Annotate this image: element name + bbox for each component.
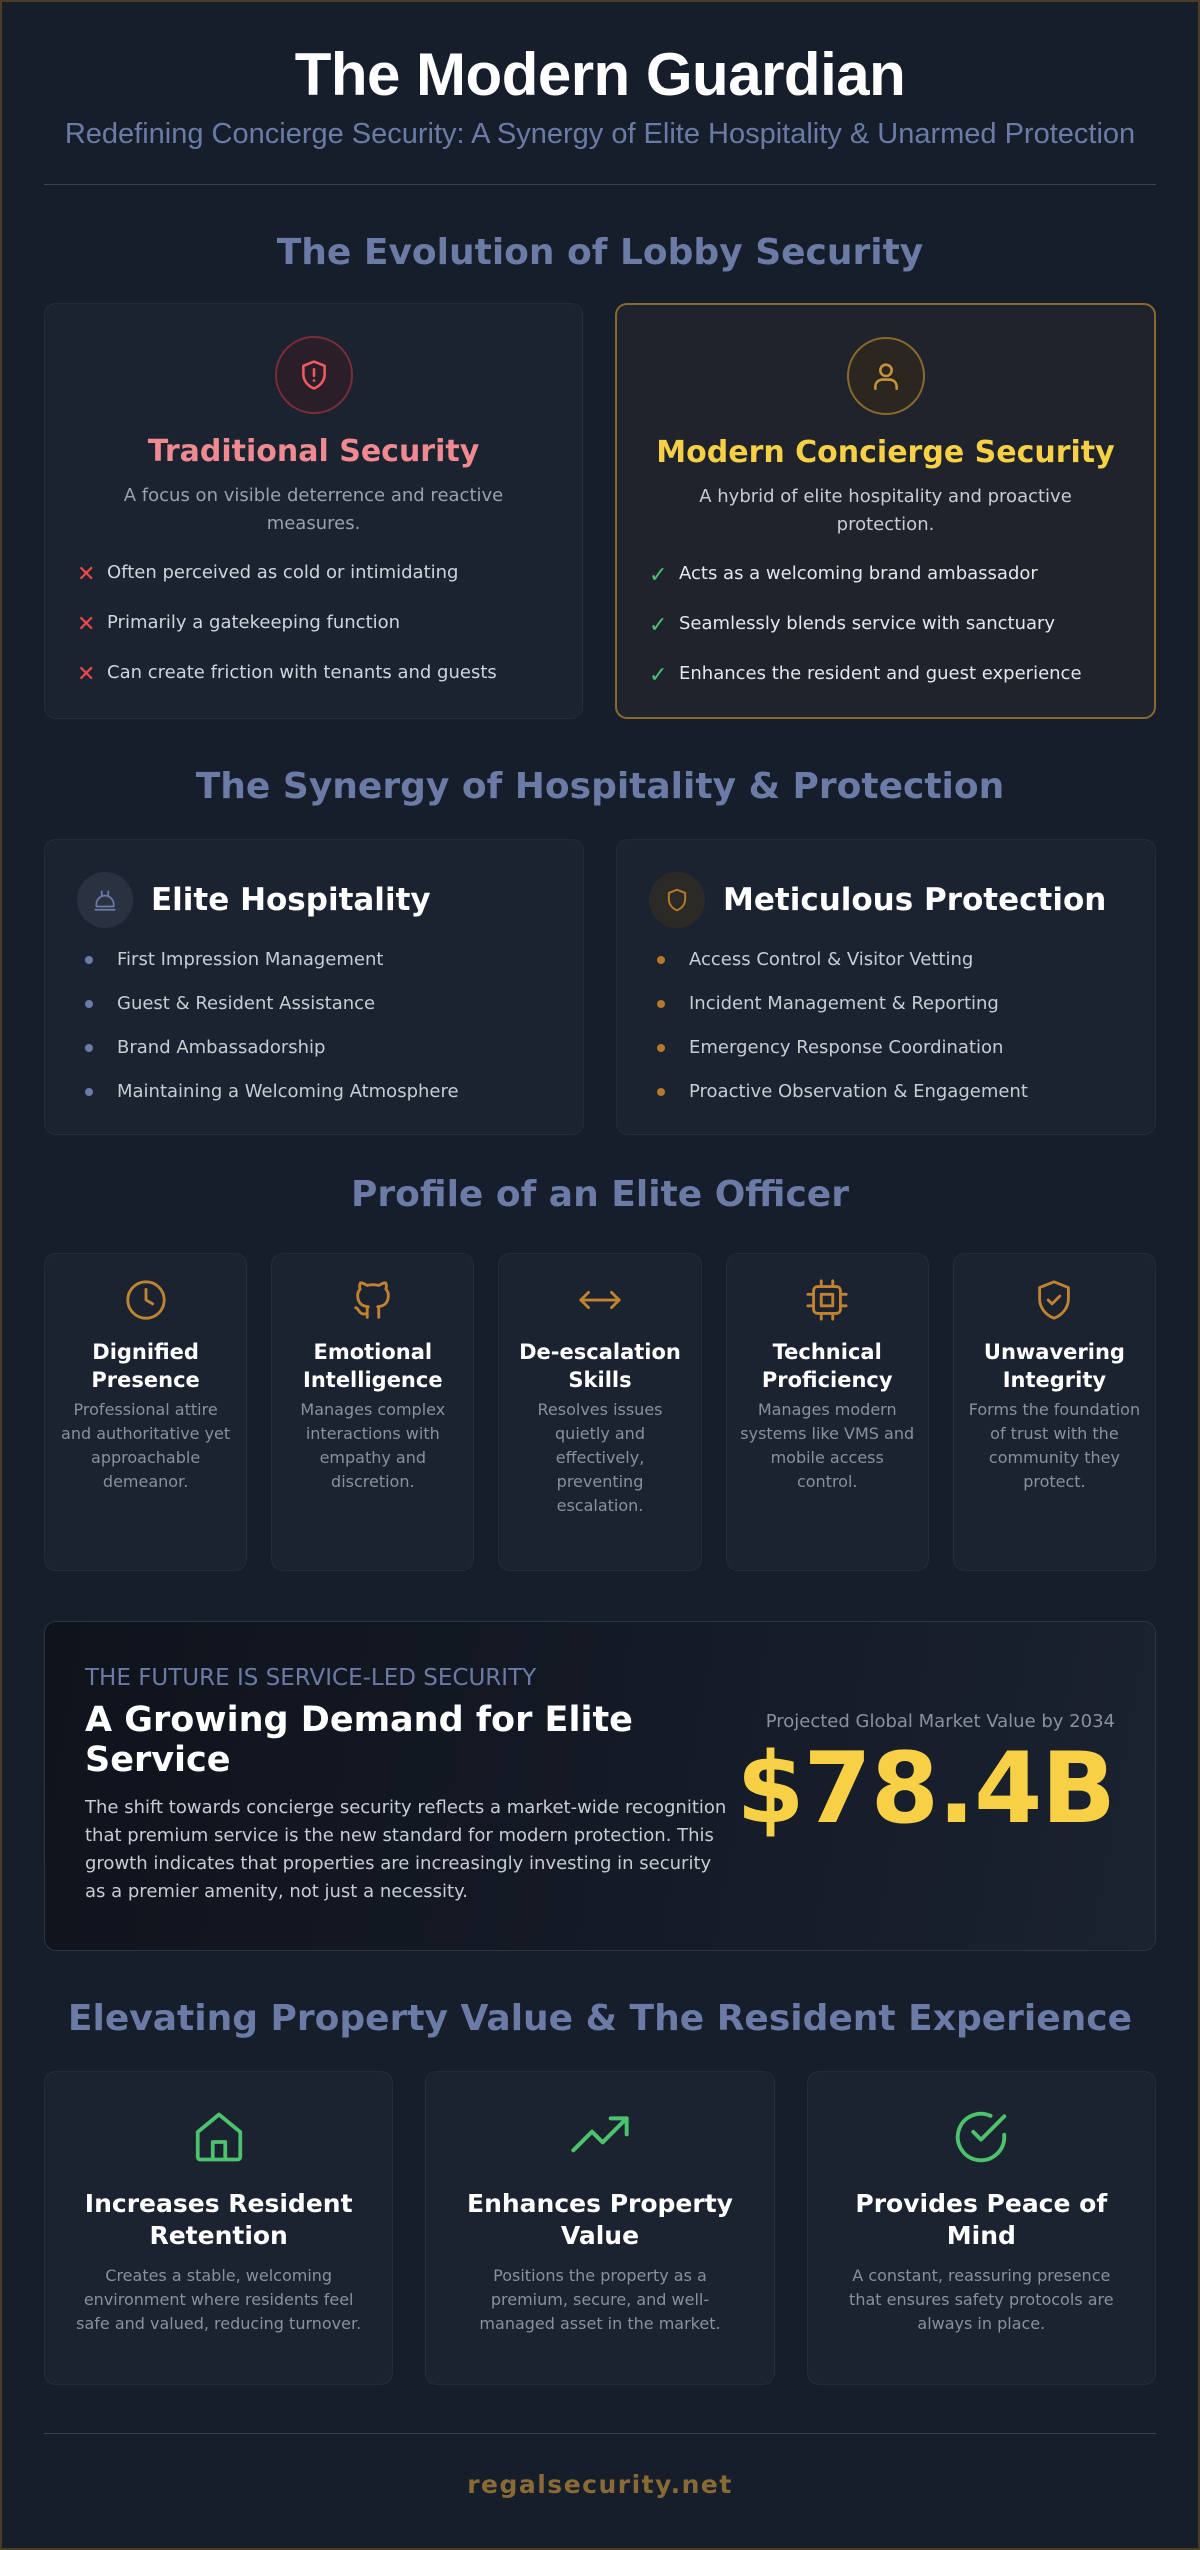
value-card-title: Provides Peace of Mind — [855, 2189, 1108, 2250]
header-divider — [44, 184, 1156, 185]
shield-alert-icon — [275, 336, 353, 414]
market-demand-panel — [44, 1621, 1156, 1951]
list-item: Access Control & Visitor Vetting — [649, 948, 1123, 972]
trending-up-icon — [454, 2106, 745, 2168]
x-mark-icon: ✕ — [77, 562, 96, 587]
check-circle-icon — [836, 2106, 1127, 2168]
meticulous-protection-card — [616, 839, 1156, 1135]
profile-card-de-escalation-skills — [498, 1253, 701, 1571]
value-card-description: A constant, reassuring presence that ensures safety protocols are always in place. — [849, 2266, 1114, 2333]
profile-card-unwavering-integrity — [953, 1253, 1156, 1571]
x-mark-icon: ✕ — [77, 662, 96, 687]
profile-card-description: Manages modern systems like VMS and mobile access control. — [740, 1400, 915, 1491]
list-item: ✕ Often perceived as cold or intimidating — [77, 560, 582, 590]
github-icon — [284, 1276, 461, 1324]
profile-card-description: Manages complex interactions with empathy and discretion. — [300, 1400, 446, 1491]
list-item: ✓ Acts as a welcoming brand ambassador — [649, 561, 1154, 591]
synergy-section — [44, 765, 1156, 1135]
profile-card-title: Unwavering Integrity — [983, 1340, 1125, 1392]
demand-text: The shift towards concierge security reflects a market-wide recognition that premium service is the new standard for modern protection. This growth indicates that properties are increasingly investing in security as a premier amenity, not just a necessity. — [85, 1797, 727, 1902]
list-item: Emergency Response Coordination — [649, 1036, 1123, 1060]
arrows-horizontal-icon — [511, 1276, 688, 1324]
traditional-security-title: Traditional Security — [147, 434, 480, 469]
value-card-peace-of-mind — [807, 2071, 1156, 2385]
shield-check-icon — [966, 1276, 1143, 1324]
modern-concierge-security-card — [615, 303, 1156, 719]
header — [44, 2, 1156, 185]
modern-security-list — [617, 561, 1154, 691]
profile-card-description: Resolves issues quietly and effectively, preventing escalation. — [537, 1400, 663, 1515]
home-icon — [73, 2106, 364, 2168]
traditional-security-list — [45, 560, 582, 690]
footer-site-link[interactable]: regalsecurity.net — [467, 2470, 733, 2499]
protection-list — [649, 948, 1123, 1104]
list-item: Incident Management & Reporting — [649, 992, 1123, 1016]
evolution-section — [44, 231, 1156, 719]
market-value-label: Projected Global Market Value by 2034 — [765, 1711, 1115, 1732]
profile-card-technical-proficiency — [726, 1253, 929, 1571]
check-mark-icon: ✓ — [649, 563, 668, 588]
property-value-title: Elevating Property Value & The Resident Experience — [67, 1998, 1133, 2039]
value-card-title: Enhances Property Value — [467, 2189, 733, 2250]
chip-icon — [739, 1276, 916, 1324]
value-card-description: Positions the property as a premium, secure, and well-managed asset in the market. — [479, 2266, 721, 2333]
clock-icon — [57, 1276, 234, 1324]
user-icon — [847, 337, 925, 415]
shield-icon — [649, 872, 705, 928]
profile-card-title: Technical Proficiency — [761, 1340, 893, 1392]
synergy-title: The Synergy of Hospitality & Protection — [195, 766, 1005, 807]
modern-security-description: A hybrid of elite hospitality and proactive protection. — [699, 486, 1072, 535]
value-card-description: Creates a stable, welcoming environment where residents feel safe and valued, reducing turnover. — [76, 2266, 362, 2333]
footer-divider — [44, 2433, 1156, 2434]
elite-hospitality-title: Elite Hospitality — [151, 882, 431, 918]
concierge-bell-icon — [77, 872, 133, 928]
market-value: $78.4B — [736, 1732, 1115, 1846]
profile-section — [44, 1173, 1156, 1571]
elite-hospitality-card — [44, 839, 584, 1135]
list-item: ✕ Can create friction with tenants and guests — [77, 660, 582, 690]
x-mark-icon: ✕ — [77, 612, 96, 637]
list-item: ✕ Primarily a gatekeeping function — [77, 610, 582, 640]
list-item: Maintaining a Welcoming Atmosphere — [77, 1080, 551, 1104]
profile-card-title: Emotional Intelligence — [303, 1340, 443, 1392]
page-subtitle: Redefining Concierge Security: A Synergy of Elite Hospitality & Unarmed Protection — [64, 118, 1136, 150]
modern-security-title: Modern Concierge Security — [656, 435, 1115, 470]
traditional-security-description: A focus on visible deterrence and reactive measures. — [123, 485, 504, 534]
list-item: ✓ Enhances the resident and guest experience — [649, 661, 1154, 691]
evolution-title: The Evolution of Lobby Security — [276, 232, 924, 273]
list-item: Proactive Observation & Engagement — [649, 1080, 1123, 1104]
check-mark-icon: ✓ — [649, 613, 668, 638]
traditional-security-card — [44, 303, 583, 719]
list-item: First Impression Management — [77, 948, 551, 972]
profile-card-emotional-intelligence — [271, 1253, 474, 1571]
profile-card-title: Dignified Presence — [91, 1340, 200, 1392]
value-card-resident-retention — [44, 2071, 393, 2385]
check-mark-icon: ✓ — [649, 663, 668, 688]
profile-title: Profile of an Elite Officer — [351, 1174, 849, 1215]
profile-card-title: De-escalation Skills — [519, 1340, 681, 1392]
property-value-section — [44, 1997, 1156, 2385]
value-card-title: Increases Resident Retention — [84, 2189, 353, 2250]
value-card-property-value — [425, 2071, 774, 2385]
demand-kicker: THE FUTURE IS SERVICE-LED SECURITY — [85, 1665, 537, 1691]
list-item: ✓ Seamlessly blends service with sanctuary — [649, 611, 1154, 641]
list-item: Guest & Resident Assistance — [77, 992, 551, 1016]
profile-card-description: Professional attire and authoritative yet approachable demeanor. — [61, 1400, 231, 1491]
meticulous-protection-title: Meticulous Protection — [723, 882, 1107, 918]
demand-title: A Growing Demand for Elite Service — [85, 1700, 633, 1780]
hospitality-list — [77, 948, 551, 1104]
profile-card-description: Forms the foundation of trust with the community they protect. — [968, 1400, 1141, 1491]
list-item: Brand Ambassadorship — [77, 1036, 551, 1060]
profile-card-dignified-presence — [44, 1253, 247, 1571]
page-title: The Modern Guardian — [294, 41, 906, 108]
